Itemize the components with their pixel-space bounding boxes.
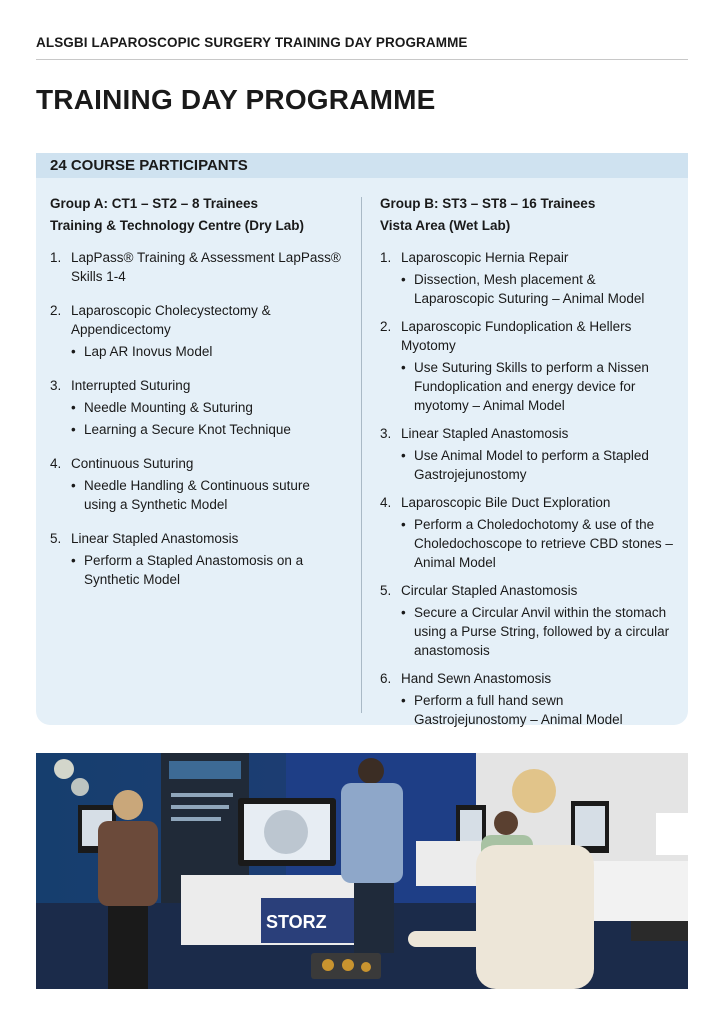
list-item-text: Interrupted Suturing (71, 378, 191, 393)
running-header: ALSGBI LAPAROSCOPIC SURGERY TRAINING DAY PROGRAMME (36, 35, 688, 60)
list-item-text: Laparoscopic Hernia Repair (401, 250, 569, 265)
list-item-row (380, 669, 676, 688)
list-item (50, 301, 342, 361)
list-item-row (380, 248, 676, 267)
bullet-icon: • (401, 517, 406, 532)
group-a-column (50, 194, 342, 604)
list-item-row (50, 301, 342, 339)
list-item (380, 669, 676, 729)
group-b-title: Group B: ST3 – ST8 – 16 Trainees (380, 196, 596, 211)
list-item-number: 5. (50, 531, 62, 546)
sub-list-item (71, 398, 342, 417)
sub-list-item-text: Dissection, Mesh placement & Laparoscopic Suturing – Animal Model (414, 272, 645, 306)
sub-list-item (401, 691, 676, 729)
list-item-number: 4. (380, 495, 392, 510)
sub-list-item (401, 515, 676, 572)
bullet-icon: • (71, 553, 76, 568)
sub-list (401, 270, 676, 308)
group-a-location: Training & Technology Centre (Dry Lab) (50, 218, 305, 233)
list-item-number: 5. (380, 583, 392, 598)
sub-list (71, 342, 342, 361)
list-item-row (380, 317, 676, 355)
list-item (50, 454, 342, 514)
sub-list (401, 446, 676, 484)
training-scene-illustration (36, 753, 688, 989)
column-divider (361, 197, 362, 713)
sub-list (401, 603, 676, 660)
training-photo (36, 753, 688, 989)
list-item-text: LapPass® Training & Assessment LapPass® Skills 1-4 (71, 250, 341, 284)
list-item-row (50, 529, 342, 548)
list-item-number: 1. (380, 250, 392, 265)
list-item (380, 493, 676, 572)
list-item-number: 4. (50, 456, 62, 471)
sub-list-item-text: Use Suturing Skills to perform a Nissen Fundoplication and energy device for myotomy – Animal Model (414, 360, 649, 413)
sub-list-item-text: Perform a Stapled Anastomosis on a Synthetic Model (84, 553, 304, 587)
list-item-text: Circular Stapled Anastomosis (401, 583, 578, 598)
group-b-list (380, 248, 676, 729)
sub-list-item-text: Use Animal Model to perform a Stapled Gastrojejunostomy (414, 448, 649, 482)
list-item-row (380, 493, 676, 512)
list-item-number: 3. (50, 378, 62, 393)
sub-list-item (401, 358, 676, 415)
sub-list-item-text: Secure a Circular Anvil within the stomach using a Purse String, followed by a circular anastomosis (414, 605, 670, 658)
sub-list-item-text: Perform a full hand sewn Gastrojejunostomy – Animal Model (414, 693, 623, 727)
bullet-icon: • (401, 272, 406, 287)
group-a-title: Group A: CT1 – ST2 – 8 Trainees (50, 196, 259, 211)
participants-panel (36, 153, 688, 725)
list-item (50, 376, 342, 439)
list-item-text: Linear Stapled Anastomosis (71, 531, 239, 546)
bullet-icon: • (71, 344, 76, 359)
sub-list-item (71, 342, 342, 361)
group-a-list (50, 248, 342, 589)
list-item-number: 1. (50, 250, 62, 265)
sub-list (71, 551, 342, 589)
sub-list (401, 358, 676, 415)
list-item-row (50, 454, 342, 473)
bullet-icon: • (71, 400, 76, 415)
list-item (380, 424, 676, 484)
sub-list-item-text: Perform a Choledochotomy & use of the Choledochoscope to retrieve CBD stones – Animal Model (414, 517, 673, 570)
bullet-icon: • (401, 448, 406, 463)
list-item-text: Laparoscopic Bile Duct Exploration (401, 495, 611, 510)
list-item (50, 529, 342, 589)
list-item-number: 3. (380, 426, 392, 441)
list-item-row (50, 376, 342, 395)
sub-list-item (401, 446, 676, 484)
list-item (380, 248, 676, 308)
sub-list-item (401, 270, 676, 308)
list-item-number: 2. (380, 319, 392, 334)
list-item-text: Linear Stapled Anastomosis (401, 426, 569, 441)
sub-list-item-text: Needle Handling & Continuous suture using a Synthetic Model (84, 478, 310, 512)
sub-list-item-text: Lap AR Inovus Model (84, 344, 213, 359)
bullet-icon: • (71, 478, 76, 493)
list-item-row (380, 424, 676, 443)
bullet-icon: • (401, 360, 406, 375)
list-item-row (50, 248, 342, 286)
list-item (380, 581, 676, 660)
bullet-icon: • (401, 605, 406, 620)
page-title: TRAINING DAY PROGRAMME (36, 84, 436, 115)
sub-list (401, 691, 676, 729)
panel-title: 24 COURSE PARTICIPANTS (36, 153, 688, 178)
list-item-text: Hand Sewn Anastomosis (401, 671, 552, 686)
sub-list-item (71, 476, 342, 514)
sub-list (401, 515, 676, 572)
bullet-icon: • (401, 693, 406, 708)
sub-list (71, 398, 342, 439)
group-b-column (380, 194, 676, 738)
bullet-icon: • (71, 422, 76, 437)
list-item-number: 6. (380, 671, 392, 686)
sub-list-item-text: Needle Mounting & Suturing (84, 400, 253, 415)
sub-list-item (71, 551, 342, 589)
list-item-number: 2. (50, 303, 62, 318)
brand-logo-text: STORZ (266, 912, 327, 932)
list-item-text: Laparoscopic Cholecystectomy & Appendicectomy (71, 303, 271, 337)
list-item (50, 248, 342, 286)
list-item-text: Laparoscopic Fundoplication & Hellers Myotomy (401, 319, 632, 353)
sub-list-item-text: Learning a Secure Knot Technique (84, 422, 291, 437)
list-item (380, 317, 676, 415)
list-item-row (380, 581, 676, 600)
sub-list-item (401, 603, 676, 660)
list-item-text: Continuous Suturing (71, 456, 194, 471)
sub-list-item (71, 420, 342, 439)
sub-list (71, 476, 342, 514)
group-b-location: Vista Area (Wet Lab) (380, 218, 511, 233)
